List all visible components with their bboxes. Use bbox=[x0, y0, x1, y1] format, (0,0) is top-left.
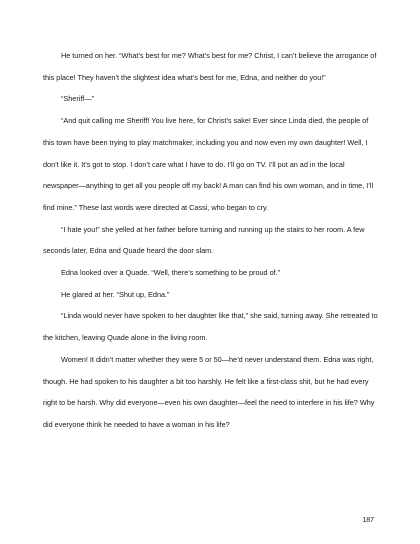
paragraph: He glared at her. “Shut up, Edna.” bbox=[61, 289, 170, 299]
body-text bbox=[43, 45, 378, 436]
paragraph: He turned on her. “What’s best for me? What’s best for me? Christ, I can’t believe the arrogance of this place! They haven’t the slightest idea what’s best for me, Edna, and neither do you!” bbox=[43, 51, 377, 82]
page-number: 187 bbox=[362, 517, 374, 524]
paragraph: “I hate you!” she yelled at her father before turning and running up the stairs to her room. A few seconds later, Edna and Quade heard the door slam. bbox=[43, 224, 365, 256]
paragraph: “Sheriff—” bbox=[61, 94, 94, 104]
paragraph: “And quit calling me Sheriff! You live here, for Christ’s sake! Ever since Linda died, the people of this town have been trying to play matchmaker, including you and now even my own daughter! Well, I don’t like it. It’s got to stop. I don’t care what I have to do. I’ll go on TV. I’ll put an ad in the local newspaper—anything to get all you people off my back! A man can find his own woman, and in time, I’ll find mine.” These last words were directed at Cassi, who began to cry. bbox=[43, 116, 374, 212]
paragraph: “Linda would never have spoken to her daughter like that,” she said, turning away. She retreated to the kitchen, leaving Quade alone in the living room. bbox=[43, 311, 378, 343]
paragraph: Women! It didn’t matter whether they were 5 or 50—he’d never understand them. Edna was right, though. He had spoken to his daughter a bit too harshly. He felt like a first-class shit, but he had every right to be harsh. Why did everyone—even his own daughter—feel the need to interfere in his life? Why did everyone think he needed to have a woman in his life? bbox=[43, 354, 375, 429]
paragraph: Edna looked over a Quade. “Well, there’s something to be proud of.” bbox=[61, 268, 281, 278]
